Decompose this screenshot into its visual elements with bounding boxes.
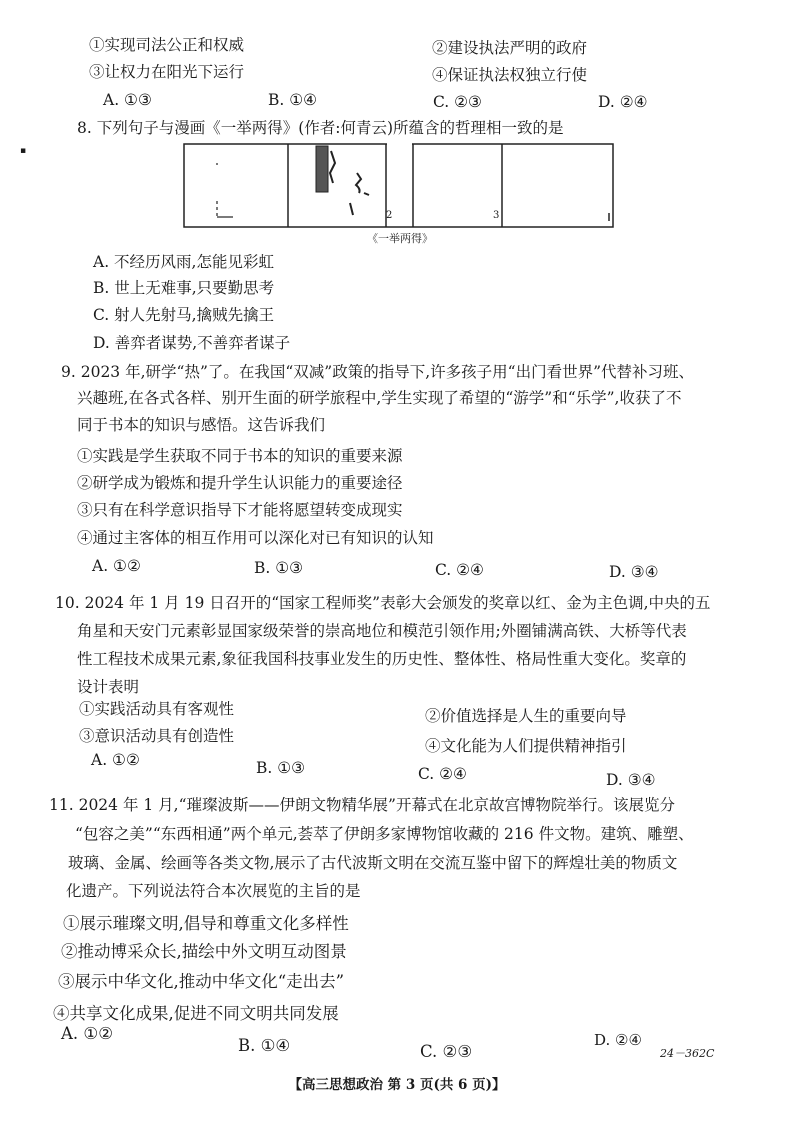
q9-choice-c: C. ②④ [435, 561, 484, 579]
q11-statement-2: ②推动博采众长,描绘中外文明互动图景 [61, 942, 347, 961]
q11-statement-1: ①展示璀璨文明,倡导和尊重文化多样性 [63, 914, 349, 933]
q11-stem-line-4: 化遗产。下列说法符合本次展览的主旨的是 [66, 882, 361, 900]
q9-choice-b: B. ①③ [254, 559, 304, 577]
q9-statement-3: ③只有在科学意识指导下才能将愿望转变成现实 [77, 501, 403, 519]
q10-stem-line-1: 10. 2024 年 1 月 19 日召开的“国家工程师奖”表彰大会颁发的奖章以红、金为主色调,中央的五 [55, 594, 711, 612]
q11-stem-line-1: 11. 2024 年 1 月,“璀璨波斯——伊朗文物精华展”开幕式在北京故宫博物院举行。该展览分 [49, 796, 675, 814]
q7-statement-2: ②建设执法严明的政府 [432, 39, 588, 57]
q10-stem-line-2: 角星和天安门元素彰显国家级荣誉的崇高地位和模范引领作用;外圈铺满高铁、大桥等代表 [77, 622, 687, 640]
q8-option-a: A. 不经历风雨,怎能见彩虹 [93, 253, 274, 271]
comic-panel-number-2: 2 [386, 210, 393, 221]
q11-stem-line-3: 玻璃、金属、绘画等各类文物,展示了古代波斯文明在交流互鉴中留下的辉煌壮美的物质文 [68, 854, 678, 872]
q9-statement-4: ④通过主客体的相互作用可以深化对已有知识的认知 [77, 529, 434, 547]
q7-statement-3: ③让权力在阳光下运行 [89, 63, 245, 81]
q10-stem-line-4: 设计表明 [77, 678, 140, 696]
q10-choice-a: A. ①② [91, 751, 140, 769]
q9-stem-line-2: 兴趣班,在各式各样、别开生面的研学旅程中,学生实现了希望的“游学”和“乐学”,收获了不 [77, 389, 682, 407]
q10-statement-2: ②价值选择是人生的重要向导 [425, 707, 627, 725]
q10-stem-line-3: 性工程技术成果元素,象征我国科技事业发生的历史性、整体性、格局性重大变化。奖章的 [77, 650, 687, 668]
q10-choice-d: D. ③④ [606, 771, 656, 789]
q8-option-d: D. 善弈者谋势,不善弈者谋子 [93, 334, 291, 352]
q11-choice-d: D. ②④ [594, 1031, 642, 1049]
q7-choice-a: A. ①③ [103, 91, 152, 109]
q9-statement-1: ①实践是学生获取不同于书本的知识的重要来源 [77, 447, 403, 465]
q10-choice-c: C. ②④ [418, 765, 467, 783]
margin-mark: ▪ [20, 146, 27, 156]
comic-illustration [183, 143, 614, 228]
q10-statement-1: ①实践活动具有客观性 [79, 700, 235, 718]
q11-stem-line-2: “包容之美”“东西相通”两个单元,荟萃了伊朗多家博物馆收藏的 216 件文物。建筑、雕塑、 [75, 825, 694, 843]
comic-strip [183, 143, 614, 228]
q10-choice-b: B. ①③ [256, 759, 306, 777]
q8-option-b: B. 世上无难事,只要勤思考 [93, 279, 275, 297]
q7-choice-b: B. ①④ [268, 91, 318, 109]
comic-panel-number-3: 3 [493, 210, 500, 221]
q10-statement-4: ④文化能为人们提供精神指引 [425, 737, 627, 755]
q9-choice-d: D. ③④ [609, 563, 659, 581]
q7-choice-d: D. ②④ [598, 93, 648, 111]
q9-stem-line-3: 同于书本的知识与感悟。这告诉我们 [77, 416, 326, 434]
q11-choice-c: C. ②③ [420, 1042, 473, 1061]
q9-stem-line-1: 9. 2023 年,研学“热”了。在我国“双减”政策的指导下,许多孩子用“出门看世界”代替补习班、 [61, 363, 694, 381]
q10-statement-3: ③意识活动具有创造性 [79, 727, 235, 745]
q11-choice-a: A. ①② [61, 1024, 113, 1043]
document-code: 24－362C [660, 1047, 715, 1060]
q11-statement-4: ④共享文化成果,促进不同文明共同发展 [53, 1004, 339, 1023]
q9-statement-2: ②研学成为锻炼和提升学生认识能力的重要途径 [77, 474, 403, 492]
q11-choice-b: B. ①④ [238, 1036, 291, 1055]
q7-statement-1: ①实现司法公正和权威 [89, 36, 245, 54]
q8-option-c: C. 射人先射马,擒贼先擒王 [93, 306, 275, 324]
q11-statement-3: ③展示中华文化,推动中华文化“走出去” [58, 972, 345, 991]
comic-caption: 《一举两得》 [367, 232, 433, 245]
q9-choice-a: A. ①② [92, 557, 141, 575]
q7-statement-4: ④保证执法权独立行使 [432, 66, 588, 84]
q8-stem: 8. 下列句子与漫画《一举两得》(作者:何青云)所蕴含的哲理相一致的是 [77, 119, 564, 137]
page-footer: 【高三思想政治 第 3 页(共 6 页)】 [288, 1077, 506, 1093]
q7-choice-c: C. ②③ [433, 93, 482, 111]
